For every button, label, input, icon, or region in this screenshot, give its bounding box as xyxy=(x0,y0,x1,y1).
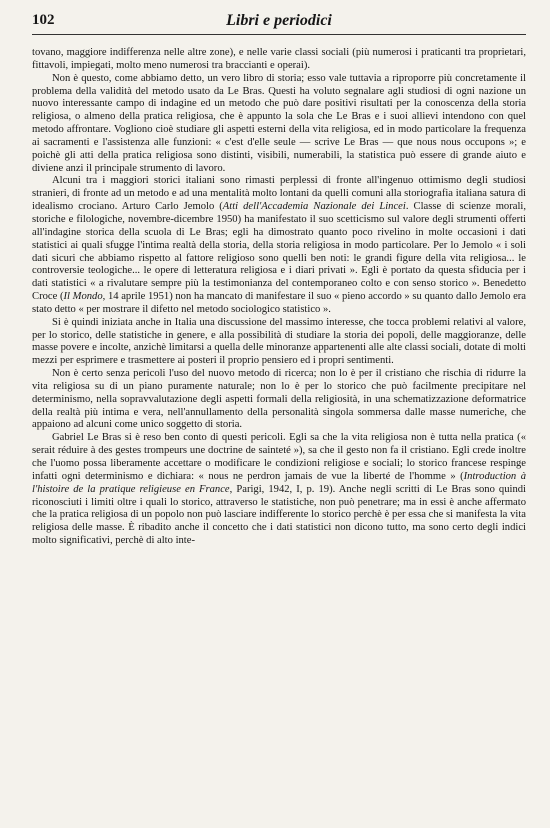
publication-title-il-mondo: Il Mondo xyxy=(63,291,103,303)
paragraph-1: tovano, maggiore indifferenza nelle altre zone), e nelle varie classi sociali (più numerosi i praticanti tra proprietari, fittavoli, impiegati, molto meno numerosi tra braccianti e operai). xyxy=(32,47,526,71)
body-text xyxy=(32,47,526,548)
publication-title-introduction: Introduction à l'histoire de la pratique religieuse en France xyxy=(32,470,527,495)
page-number: 102 xyxy=(32,12,55,28)
page-header xyxy=(32,12,526,35)
paragraph-3-text: . Classe di scienze morali, storiche e filologiche, novembre-dicembre 1950) ha manifestato il suo scetticismo sul valore degli strumenti offerti all'indagine storica della scuola di Le Bras; egli ha dimostrato quanto poco rivelino in molte occasioni i dati statistici ai quali sfugge l'intima realtà della storia, della storia religiosa in modo particolare. Per lo Jemolo « i soli dati sicuri che abbiamo rispetto al fattore religioso sono quelli ben noti: le grandi figure della vita religiosa... le controversie teologiche... le opere di letteratura religiosa e i diari privati ». Egli è portato da questa sfiducia per i dati statistici « a rivalutare sempre più la testimonianza del contemporaneo colto e con senso storico ». Benedetto Croce ( xyxy=(32,201,526,303)
paragraph-5: Non è certo senza pericoli l'uso del nuovo metodo di ricerca; non lo è per il cristiano che rischia di ridurre la vita religiosa su di un piano puramente naturale; non lo è per lo storico che può facilmente precipitare nel determinismo, nella sopravvalutazione degli aspetti formali della religiosità, in una schematizzazione deformatrice della realtà più intima e vera, nell'annullamento della personalità singola sommersa dalle masse numeriche, che appaiono ad alcuni come unico soggetto di storia. xyxy=(32,368,526,431)
paragraph-3-text: , 14 aprile 1951) non ha mancato di manifestare il suo « pieno accordo » su quanto dallo Jemolo era stato detto « per mostrare il difetto nel metodo sociologico statistico ». xyxy=(32,291,526,315)
publication-title-lincei: Atti dell'Accademia Nazionale dei Lincei xyxy=(222,201,406,213)
running-title: Libri e periodici xyxy=(226,12,332,29)
paragraph-3 xyxy=(32,175,526,316)
paragraph-6 xyxy=(32,432,526,548)
paragraph-4: Si è quindi iniziata anche in Italia una discussione del massimo interesse, che tocca problemi relativi al valore, per lo storico, delle statistiche in genere, e alla possibilità di studiare la storia dei popoli, delle maggioranze, delle masse povere e incolte, anzichè limitarsi a quella delle minoranze appartenenti alle alte classi sociali, dotate di molti mezzi per esprimere e trasmettere ai posteri il proprio pensiero ed i propri sentimenti. xyxy=(32,316,526,367)
paragraph-3-text: Alcuni tra i maggiori storici italiani sono rimasti perplessi di fronte all'ingenuo ottimismo degli studiosi stranieri, di fronte ad un metodo e ad una mentalità molto lontani da quelli comuni alla storiografia italiana satura di idealismo crociano. Arturo Carlo Jemolo ( xyxy=(32,175,526,213)
paragraph-6-text: , Parigi, 1942, I, p. 19). Anche negli scritti di Le Bras sono quindi riconosciuti i limiti oltre i quali lo storico, attraverso le statistiche, non può penetrare; ma in essi è anche affermato che la pratica religiosa di un popolo non può lasciare indifferente lo storico perchè è per essa che si manifesta la vita religiosa delle masse. È ribadito anche il concetto che i dati statistici non dicono tutto, ma sono certo degli indici molto significativi, perchè di alto inte- xyxy=(32,483,526,547)
paragraph-2: Non è questo, come abbiamo detto, un vero libro di storia; esso vale tuttavia a riproporre più concretamente il problema della validità del metodo usato da Le Bras. Questi ha voluto segnalare agli studiosi di ogni nazione un nuovo interessante campo di indagine ed un metodo che può dare positivi risultati per la conoscenza della storia religiosa, o almeno della pratica religiosa, che è appunto la sola che Le Bras e i suoi allievi intendono con quel metodo affrontare. Vogliono cioè studiare gli aspetti esterni della vita religiosa, ed in modo particolare la frequenza ai sacramenti e l'assistenza alle funzioni: « c'est d'elle seule — scrive Le Bras — que nous nous occupons »; e poichè gli atti della pratica religiosa sono distinti, visibili, numerabili, la statistica può essere di grande aiuto e diviene anzi il principale strumento di lavoro. xyxy=(32,72,526,174)
paragraph-6-text: Gabriel Le Bras si è reso ben conto di questi pericoli. Egli sa che la vita religiosa non è tutta nella pratica (« serait réduire à des gestes trompeurs une doctrine de sainteté »), sa che il gesto non fa il cristiano. Egli crede inoltre che l'uomo possa liberamente accettare o modificare le condizioni religiose e sociali; lo storico francese respinge infatti ogni determinismo e dichiara: « nous ne perdron jamais de vue la liberté de l'homme » ( xyxy=(32,432,526,482)
